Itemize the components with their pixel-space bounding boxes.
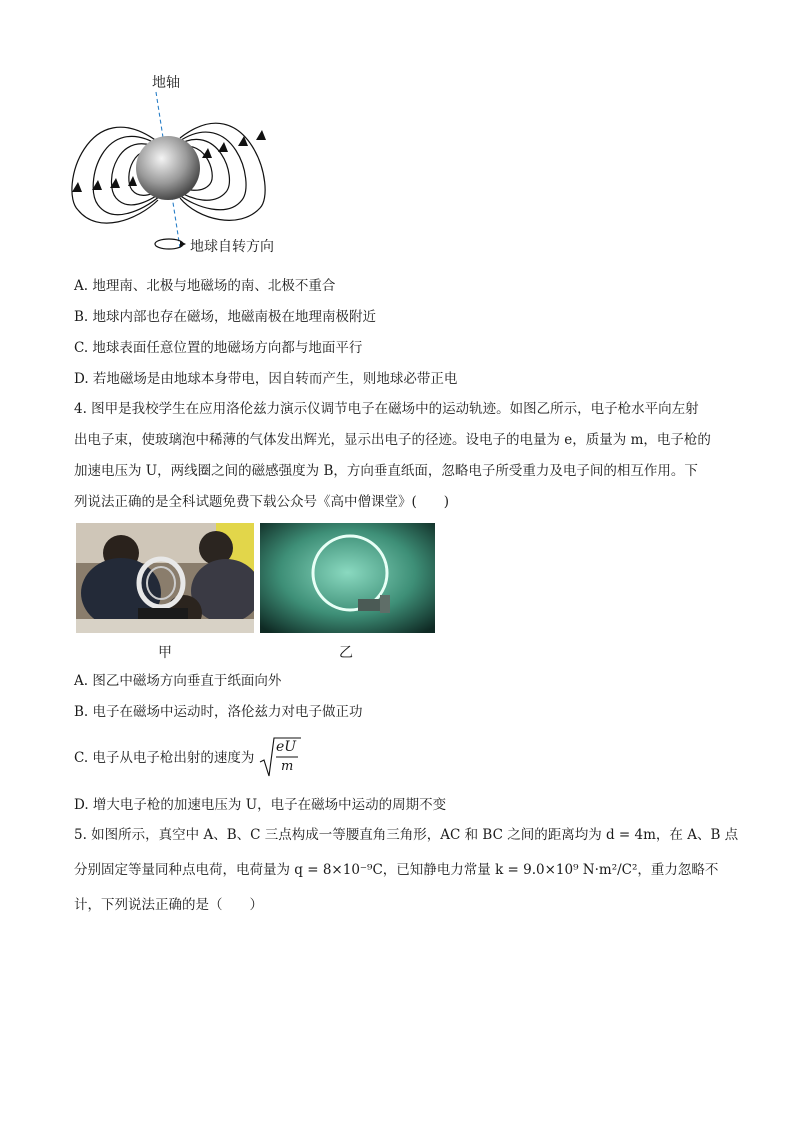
- q4-option-b: B. 电子在磁场中运动时，洛伦兹力对电子做正功: [74, 704, 363, 720]
- q4-line-2: 出电子束，使玻璃泡中稀薄的气体发出辉光，显示出电子的径迹。设电子的电量为 e，质量为 m，电子枪的: [74, 432, 711, 448]
- q5-line-3: 计，下列说法正确的是（ ）: [74, 897, 263, 913]
- formula-numerator: eU: [276, 739, 297, 755]
- q3-option-b: B. 地球内部也存在磁场，地磁南极在地理南极附近: [74, 309, 377, 325]
- q4-option-d: D. 增大电子枪的加速电压为 U，电子在磁场中运动的周期不变: [74, 797, 447, 813]
- q4-line-3: 加速电压为 U，两线圈之间的磁感强度为 B，方向垂直纸面，忽略电子所受重力及电子间的相互作用。下: [74, 463, 698, 479]
- photo-yi: [260, 523, 435, 633]
- formula-denominator: m: [281, 759, 294, 774]
- q4-option-c: C. 电子从电子枪出射的速度为: [74, 750, 255, 766]
- earth-field-diagram: [68, 70, 308, 260]
- photo-label-jia: 甲: [158, 645, 172, 661]
- earth-magnetic-field-figure: [68, 70, 308, 260]
- photo-label-yi: 乙: [339, 645, 353, 661]
- q5-stem: [74, 820, 739, 921]
- q3-option-d: D. 若地磁场是由地球本身带电，因自转而产生，则地球必带正电: [74, 371, 458, 387]
- q4-option-a: A. 图乙中磁场方向垂直于纸面向外: [74, 673, 282, 689]
- q4-line-4: 列说法正确的是全科试题免费下载公众号《高中僧课堂》( ): [74, 494, 450, 510]
- q5-line-2: 分别固定等量同种点电荷，电荷量为 q = 8×10⁻⁹C，已知静电力常量 k = 9.0×10⁹ N·m²/C²，重力忽略不: [74, 862, 719, 878]
- q3-option-a: A. 地理南、北极与地磁场的南、北极不重合: [74, 278, 336, 294]
- q4-line-1: 4. 图甲是我校学生在应用洛伦兹力演示仪调节电子在磁场中的运动轨迹。如图乙所示，电子枪水平向左射: [74, 401, 699, 417]
- earth-sphere: [136, 136, 200, 200]
- q4-stem: [74, 394, 724, 518]
- earth-axis-label: 地轴: [152, 75, 180, 91]
- photo-jia: [76, 523, 254, 633]
- earth-rotation-label: 地球自转方向: [190, 239, 274, 255]
- velocity-formula: [258, 736, 302, 778]
- q3-option-c: C. 地球表面任意位置的地磁场方向都与地面平行: [74, 340, 363, 356]
- q5-line-1: 5. 如图所示，真空中 A、B、C 三点构成一等腰直角三角形，AC 和 BC 之间的距离均为 d = 4m，在 A、B 点: [74, 827, 739, 843]
